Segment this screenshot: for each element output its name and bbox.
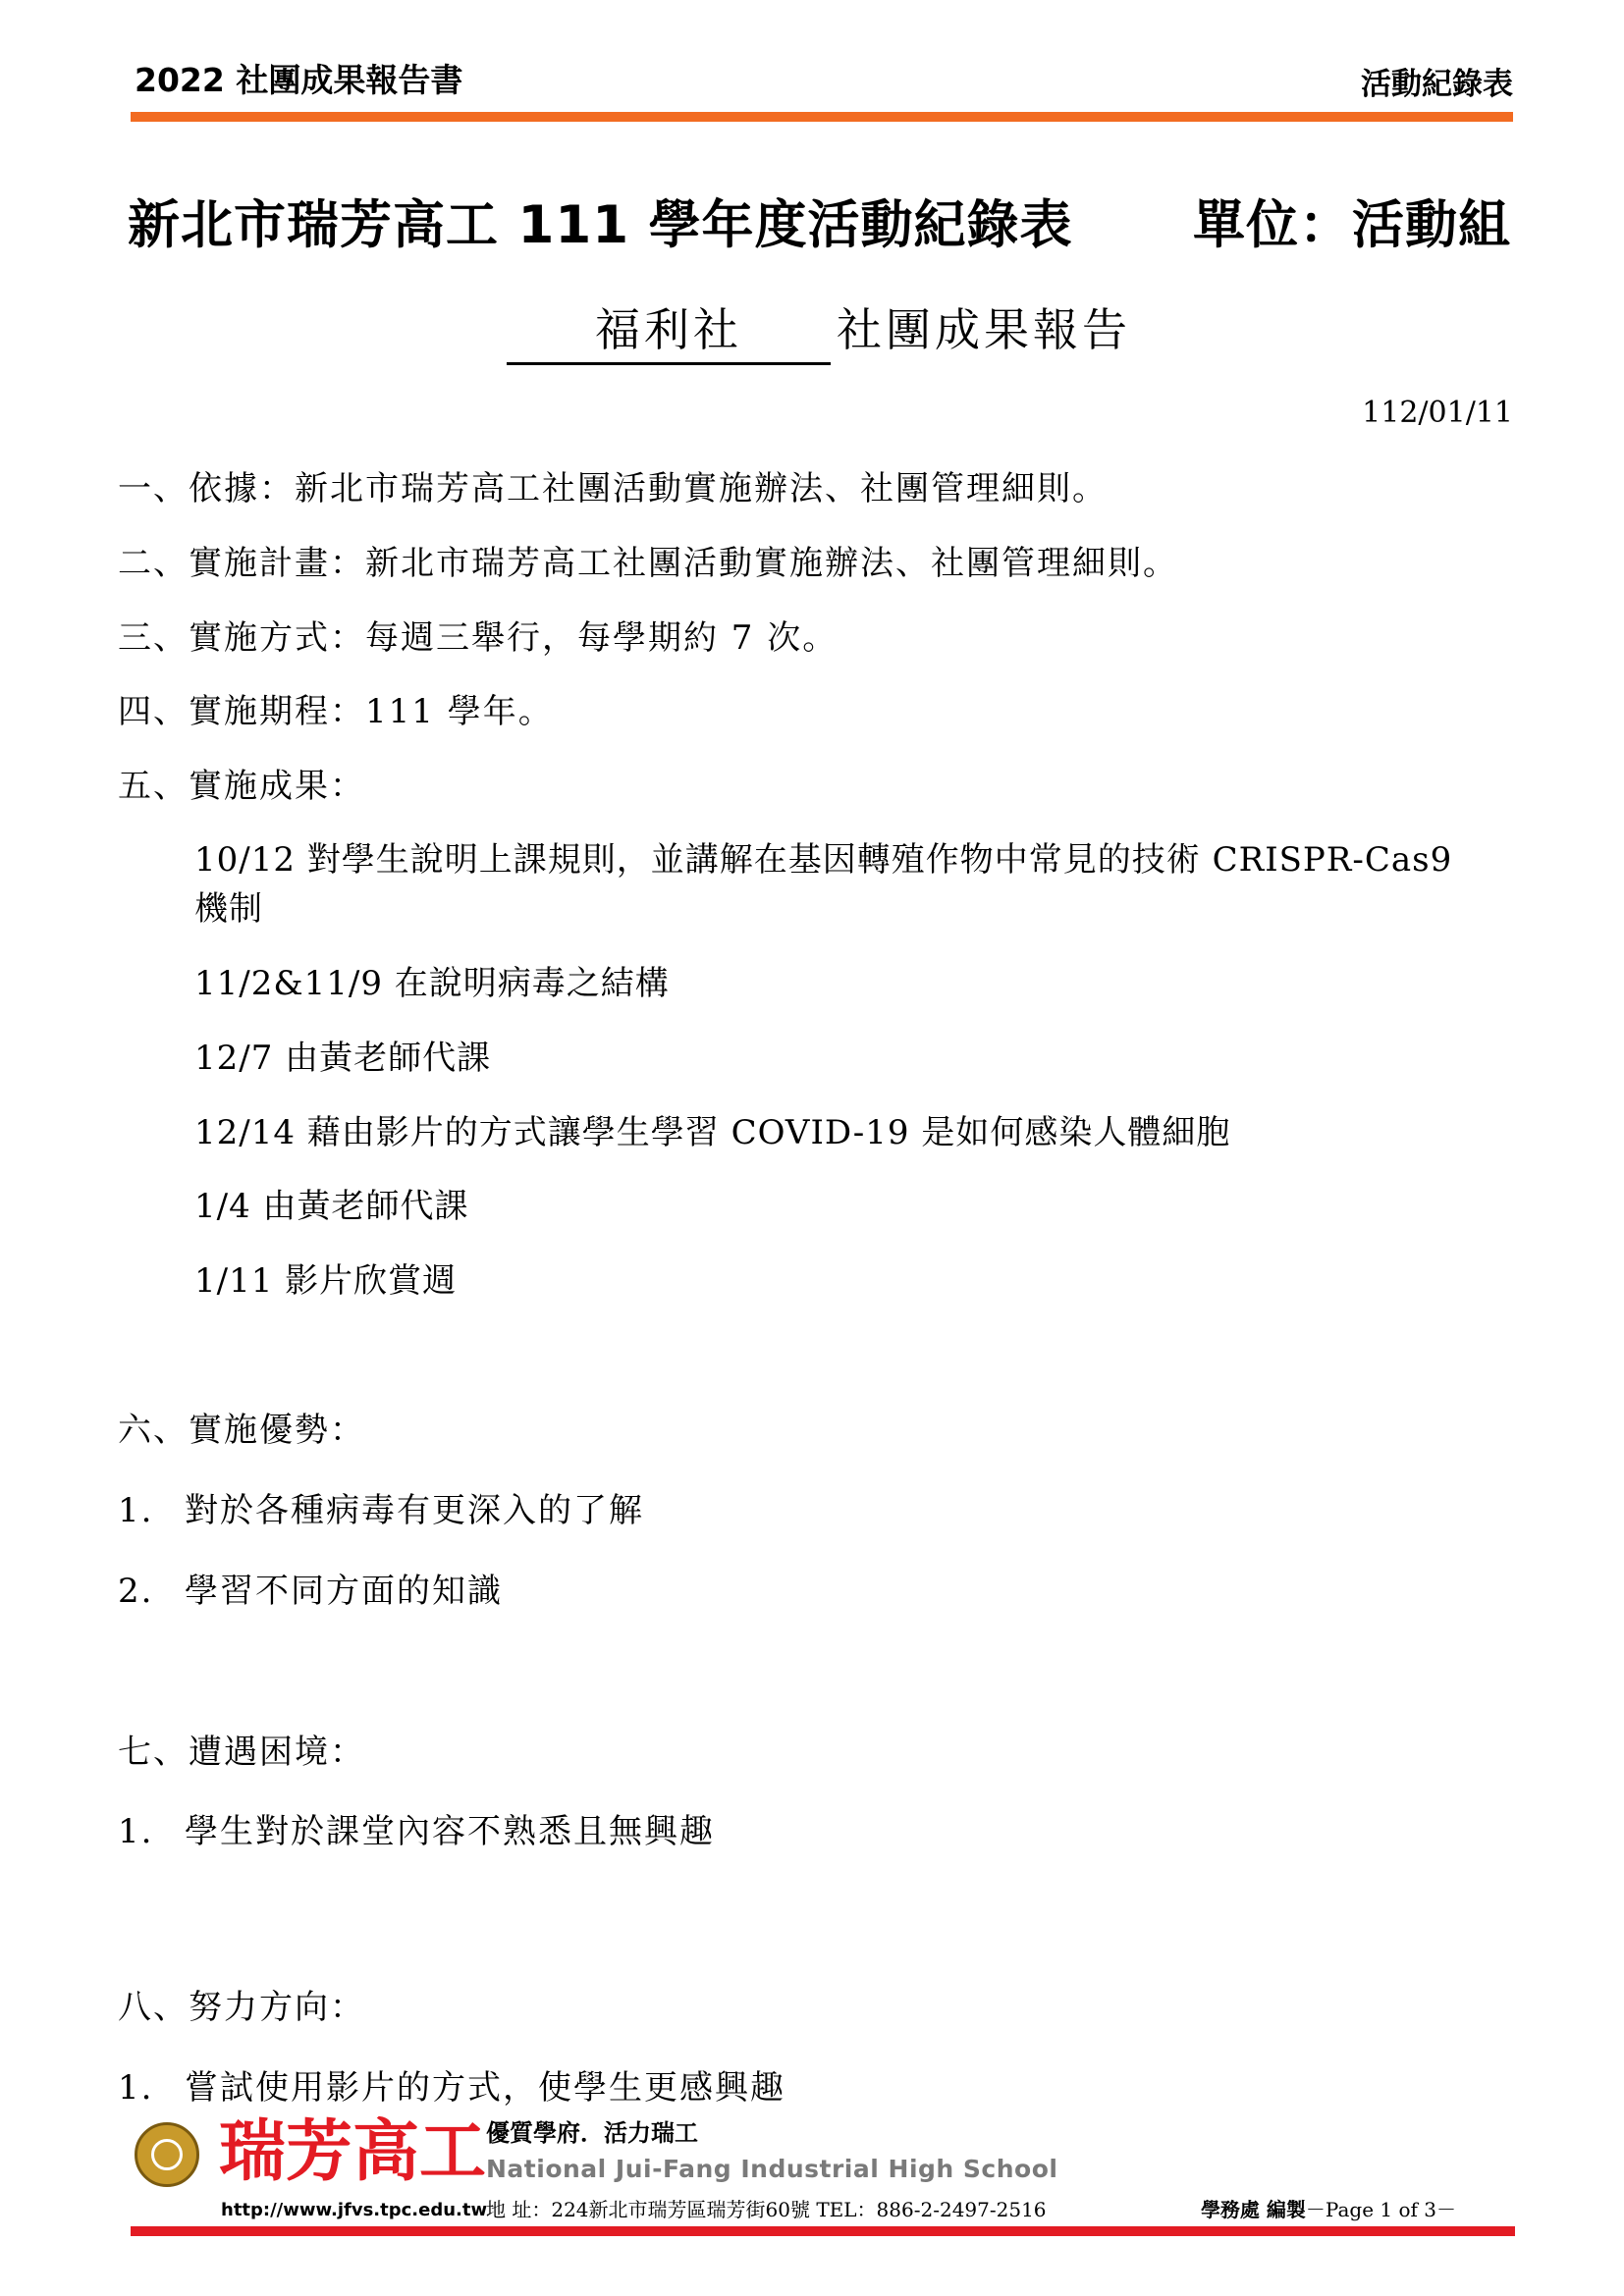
- list-text: 嘗試使用影片的方式，使學生更感興趣: [185, 2068, 785, 2108]
- section-plan: 二、實施計畫：新北市瑞芳高工社團活動實施辦法、社團管理細則。: [118, 544, 1178, 583]
- section-difficulties: 七、遭遇困境：: [118, 1733, 365, 1772]
- result-item: 1/4 由黃老師代課: [194, 1187, 469, 1226]
- school-logo: 瑞芳高工: [219, 2113, 487, 2191]
- list-text: 學習不同方面的知識: [185, 1572, 503, 1611]
- list-item: [118, 1809, 715, 1854]
- club-name: 福利社: [507, 297, 831, 365]
- list-number: 1.: [118, 1812, 154, 1851]
- list-text: 對於各種病毒有更深入的了解: [185, 1491, 644, 1530]
- result-item: 10/12 對學生說明上課規則，並講解在基因轉殖作物中常見的技術 CRISPR-Cas9: [194, 840, 1453, 880]
- list-item: [118, 1488, 644, 1533]
- section-directions: 八、努力方向：: [118, 1988, 365, 2027]
- list-number: 1.: [118, 2068, 154, 2108]
- list-item: [118, 2065, 785, 2110]
- unit-label: 單位：活動組: [1193, 195, 1511, 255]
- subtitle: [507, 297, 1131, 365]
- section-basis: 一、依據：新北市瑞芳高工社團活動實施辦法、社團管理細則。: [118, 469, 1108, 508]
- school-address: 地 址：224新北市瑞芳區瑞芳街60號 TEL：886-2-2497-2516: [486, 2198, 1047, 2221]
- page-info: [1201, 2197, 1456, 2222]
- list-item: [118, 1569, 503, 1614]
- page-number: －Page 1 of 3－: [1305, 2198, 1456, 2221]
- header-form-name: 活動紀錄表: [1361, 67, 1513, 102]
- result-item: 機制: [194, 889, 263, 929]
- list-number: 2.: [118, 1572, 154, 1611]
- page-title: 新北市瑞芳高工 111 學年度活動紀錄表: [128, 195, 1073, 255]
- report-date: 112/01/11: [1362, 396, 1513, 430]
- report-label: 社團成果報告: [837, 303, 1131, 356]
- list-text: 學生對於課堂內容不熟悉且無興趣: [185, 1812, 715, 1851]
- result-item: 1/11 影片欣賞週: [194, 1261, 458, 1301]
- list-number: 1.: [118, 1491, 154, 1530]
- section-method: 三、實施方式：每週三舉行，每學期約 7 次。: [118, 618, 839, 658]
- page-footer: [131, 2110, 1515, 2238]
- maker-label: 學務處 編製: [1200, 2198, 1306, 2221]
- section-advantages: 六、實施優勢：: [118, 1411, 365, 1450]
- school-seal-icon: [135, 2122, 199, 2187]
- section-schedule: 四、實施期程：111 學年。: [118, 692, 554, 731]
- website-url: http://www.jfvs.tpc.edu.tw: [221, 2200, 488, 2220]
- school-english-name: National Jui-Fang Industrial High School: [486, 2155, 1058, 2183]
- result-item: 11/2&11/9 在說明病毒之結構: [194, 964, 670, 1003]
- footer-rule: [131, 2226, 1515, 2236]
- header-report-title: 2022 社團成果報告書: [135, 61, 463, 99]
- result-item: 12/7 由黃老師代課: [194, 1039, 492, 1078]
- school-slogan: 優質學府．活力瑞工: [486, 2119, 698, 2147]
- header-rule: [131, 112, 1513, 122]
- result-item: 12/14 藉由影片的方式讓學生學習 COVID-19 是如何感染人體細胞: [194, 1113, 1231, 1152]
- section-results: 五、實施成果：: [118, 767, 365, 806]
